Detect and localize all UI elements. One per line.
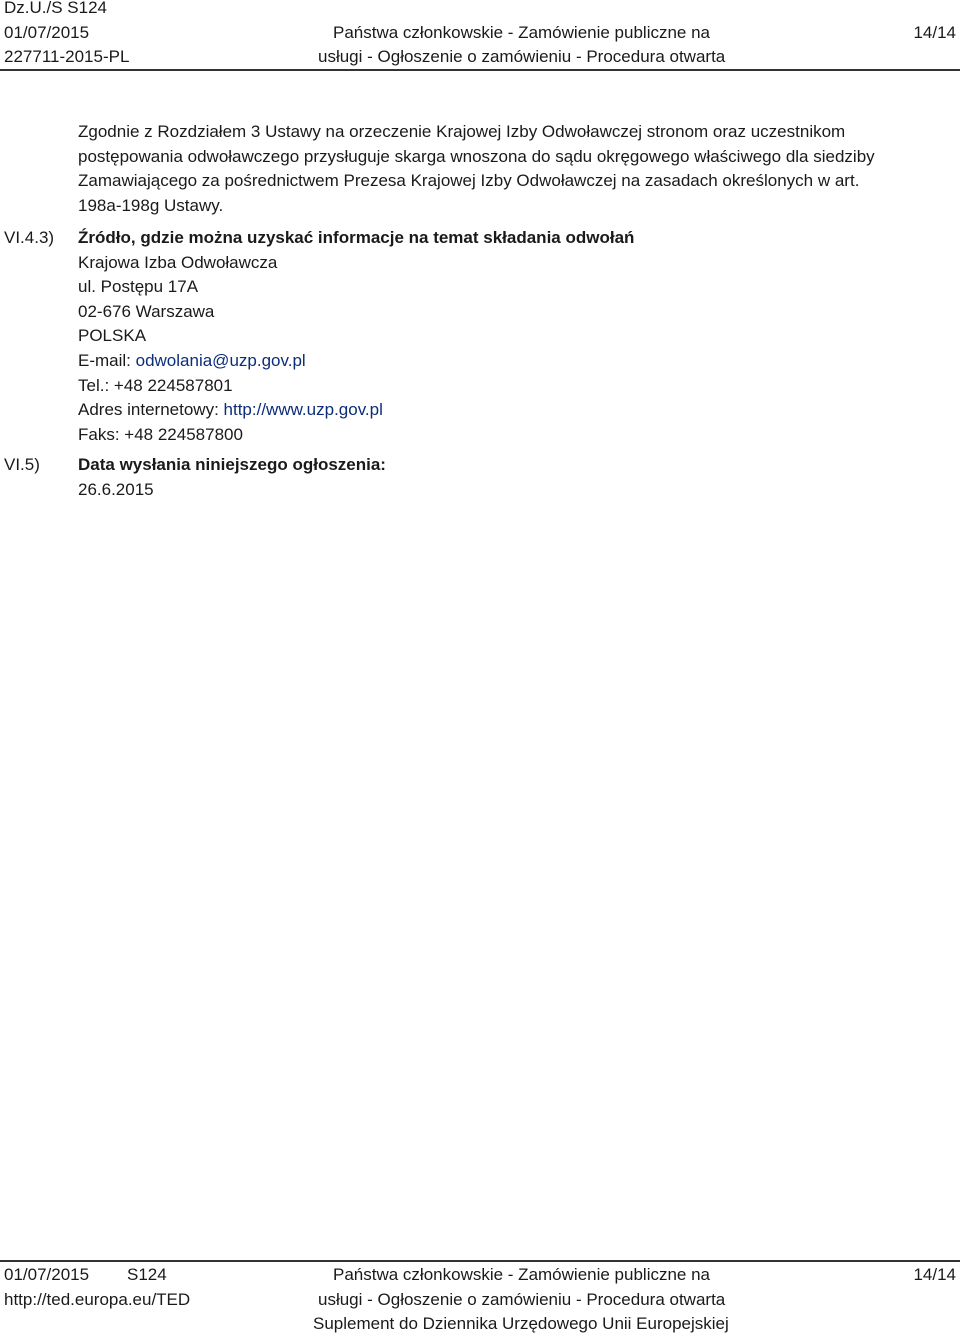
header-date: 01/07/2015 xyxy=(4,23,90,42)
intro-line: Zamawiającego za pośrednictwem Prezesa Krajowej Izby Odwoławczej na zasadach określonych w art. xyxy=(78,171,860,191)
footer-rule xyxy=(0,1260,960,1262)
footer-url[interactable]: http://ted.europa.eu/TED xyxy=(4,1290,191,1309)
section-vi5 xyxy=(78,453,938,502)
phone: Tel.: +48 224587801 xyxy=(78,375,233,395)
email-row xyxy=(78,349,938,374)
journal-ref: Dz.U./S S124 xyxy=(4,0,107,17)
notice-id: 227711-2015-PL xyxy=(4,47,130,66)
footer-title-line2: usługi - Ogłoszenie o zamówieniu - Procedura otwarta xyxy=(318,1290,726,1309)
intro-line: postępowania odwoławczego przysługuje skarga wnoszona do sądu okręgowego właściwego dla siedziby xyxy=(78,146,875,166)
header-title-line1: Państwa członkowskie - Zamówienie publiczne na xyxy=(333,23,711,42)
fax: Faks: +48 224587800 xyxy=(78,424,243,444)
email-link[interactable]: odwolania@uzp.gov.pl xyxy=(135,350,306,370)
header-rule xyxy=(0,69,960,71)
footer-page-number: 14/14 xyxy=(913,1265,956,1284)
section-number-vi43: VI.4.3) xyxy=(4,228,55,247)
street-address: ul. Postępu 17A xyxy=(78,277,199,297)
intro-line: 198a-198g Ustawy. xyxy=(78,195,224,215)
section-heading: Data wysłania niniejszego ogłoszenia: xyxy=(78,455,386,474)
footer-date: 01/07/2015 xyxy=(4,1265,90,1284)
header-page-number: 14/14 xyxy=(913,23,956,42)
header-title-line2: usługi - Ogłoszenie o zamówieniu - Procedura otwarta xyxy=(318,47,726,66)
section-vi43 xyxy=(78,226,938,447)
footer-issue: S124 xyxy=(127,1265,167,1284)
section-number-vi5: VI.5) xyxy=(4,455,40,474)
postal-city: 02-676 Warszawa xyxy=(78,301,215,321)
footer-title-line1: Państwa członkowskie - Zamówienie publiczne na xyxy=(333,1265,711,1284)
web-label: Adres internetowy: xyxy=(78,400,224,420)
organisation-name: Krajowa Izba Odwoławcza xyxy=(78,252,278,272)
intro-paragraph xyxy=(78,120,938,218)
section-heading: Źródło, gdzie można uzyskać informacje na temat składania odwołań xyxy=(78,228,635,247)
footer-title-line3: Suplement do Dziennika Urzędowego Unii Europejskiej xyxy=(313,1314,729,1333)
web-row xyxy=(78,398,938,423)
country: POLSKA xyxy=(78,326,147,346)
email-label: E-mail: xyxy=(78,350,136,370)
dispatch-date: 26.6.2015 xyxy=(78,479,154,499)
intro-line: Zgodnie z Rozdziałem 3 Ustawy na orzeczenie Krajowej Izby Odwoławczej stronom oraz uczestnikom xyxy=(78,122,846,141)
web-link[interactable]: http://www.uzp.gov.pl xyxy=(223,400,383,420)
